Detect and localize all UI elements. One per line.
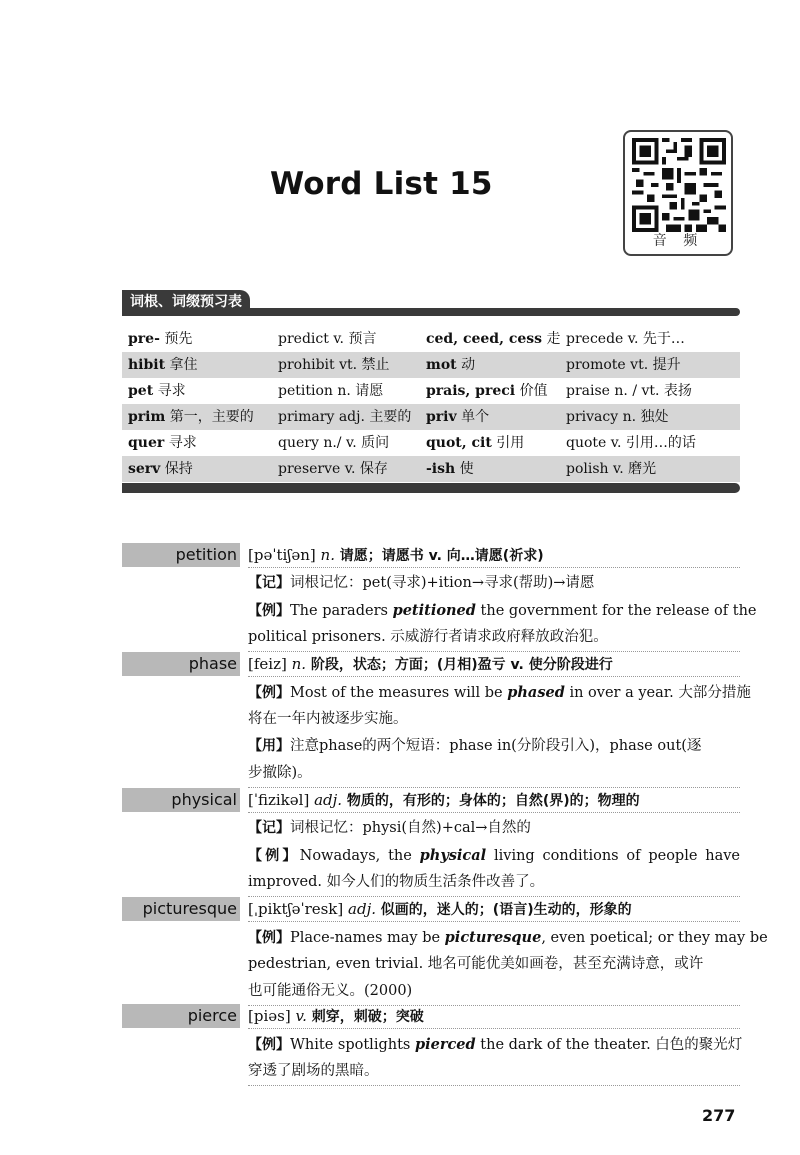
root-cell — [128, 456, 193, 482]
headword-band — [122, 788, 240, 812]
highlighted-word: pierced — [414, 1036, 476, 1053]
root: pre- — [128, 331, 160, 347]
part-of-speech: v. — [295, 1007, 307, 1025]
root-meaning: 拿住 — [169, 357, 198, 373]
example-text: in over a year. 大部分措施 — [564, 685, 751, 701]
example-word: precede — [566, 331, 624, 347]
phonetic: [pəˈtiʃən] — [248, 546, 316, 564]
root-cell — [426, 430, 524, 456]
root-meaning: 动 — [461, 357, 476, 373]
headword-band — [122, 897, 240, 921]
root: prim — [128, 409, 166, 425]
entry-line — [248, 706, 740, 733]
roots-row — [122, 378, 740, 404]
example-word: praise — [566, 383, 610, 399]
example-cell — [566, 456, 656, 482]
line-text: 将在一年内被逐步实施。 — [248, 711, 408, 727]
entry-line — [248, 570, 740, 597]
example-word: query — [278, 435, 319, 451]
headword-band — [122, 1004, 240, 1028]
root-meaning: 引用 — [496, 435, 525, 451]
root: pet — [128, 383, 154, 399]
headword: pierce — [187, 1006, 237, 1025]
line-text: 注意phase的两个短语：phase in(分阶段引入)，phase out(逐 — [290, 738, 702, 754]
definition: 似画的，迷人的；(语言)生动的，形象的 — [380, 902, 632, 918]
entry-line — [248, 978, 740, 1006]
entry-line — [248, 760, 740, 788]
example-cell — [566, 378, 692, 404]
example-meaning: v. 磨光 — [613, 461, 657, 477]
root-meaning: 走 — [546, 331, 561, 347]
root: hibit — [128, 357, 166, 373]
entry-headline — [248, 543, 740, 568]
root-meaning: 保持 — [164, 461, 193, 477]
part-of-speech: adj. — [348, 900, 377, 918]
example-meaning: n. 独处 — [622, 409, 669, 425]
root-cell — [128, 404, 254, 430]
line-text: improved. 如今人们的物质生活条件改善了。 — [248, 874, 545, 890]
root-meaning: 单个 — [461, 409, 490, 425]
entry-line — [248, 597, 757, 625]
entry-line — [248, 679, 751, 707]
roots-row — [122, 326, 740, 352]
root-meaning: 第一，主要的 — [169, 409, 254, 425]
example-meaning: n. 请愿 — [337, 383, 384, 399]
entry-headline — [248, 1004, 740, 1029]
roots-row — [122, 430, 740, 456]
root-cell — [426, 404, 489, 430]
example-meaning: vt. 提升 — [630, 357, 681, 373]
example-cell — [278, 430, 389, 456]
root-meaning: 使 — [459, 461, 474, 477]
line-tag: 【例】 — [248, 685, 290, 701]
headword: physical — [171, 790, 237, 809]
root-meaning: 寻求 — [157, 383, 186, 399]
example-word: privacy — [566, 409, 619, 425]
example-cell — [278, 352, 390, 378]
part-of-speech: adj. — [314, 791, 343, 809]
page-number: 277 — [702, 1106, 736, 1125]
line-text: 穿透了剧场的黑暗。 — [248, 1063, 379, 1079]
roots-row — [122, 456, 740, 482]
root-cell — [426, 378, 548, 404]
part-of-speech: n. — [320, 546, 335, 564]
root-cell — [426, 456, 474, 482]
example-cell — [566, 404, 669, 430]
headword: phase — [188, 654, 237, 673]
example-text: Place-names may be — [290, 930, 445, 946]
phonetic: [piəs] — [248, 1007, 291, 1025]
example-word: polish — [566, 461, 609, 477]
line-text: 词根记忆：physi(自然)+cal→自然的 — [290, 820, 531, 836]
example-cell — [278, 378, 383, 404]
root-cell — [128, 378, 186, 404]
entry-line — [248, 951, 740, 978]
line-tag: 【例】 — [248, 848, 300, 864]
example-text: Nowadays, the — [299, 848, 420, 864]
example-meaning: n. / vt. 表扬 — [614, 383, 692, 399]
root-cell — [426, 352, 475, 378]
headword-band — [122, 652, 240, 676]
example-text: , even poetical; or they may be — [541, 930, 768, 946]
example-meaning: v. 先于… — [627, 331, 685, 347]
root: quot, cit — [426, 435, 492, 451]
headword: picturesque — [142, 899, 237, 918]
headword-band — [122, 543, 240, 567]
roots-row — [122, 404, 740, 430]
entry-headline — [248, 788, 740, 813]
definition: 请愿；请愿书 v. 向…请愿(祈求) — [339, 548, 544, 564]
example-text: The paraders — [290, 603, 393, 619]
line-text: pedestrian, even trivial. 地名可能优美如画卷，甚至充满诗意，或许 — [248, 956, 704, 972]
example-meaning: v. 引用…的话 — [610, 435, 696, 451]
root-cell — [128, 430, 197, 456]
root-cell — [128, 326, 192, 352]
example-meaning: v. 保存 — [344, 461, 388, 477]
example-word: primary — [278, 409, 335, 425]
roots-footer-bar — [122, 483, 740, 493]
root: ced, ceed, cess — [426, 331, 543, 347]
example-word: promote — [566, 357, 626, 373]
example-cell — [566, 430, 696, 456]
example-cell — [566, 326, 685, 352]
entry-line — [248, 1058, 740, 1086]
audio-label: 音 频 — [652, 233, 704, 249]
entry-line — [248, 1031, 743, 1059]
example-meaning: v. 预言 — [333, 331, 377, 347]
roots-table — [122, 326, 740, 482]
root-meaning: 预先 — [164, 331, 193, 347]
example-word: prohibit — [278, 357, 335, 373]
definition: 物质的，有形的；身体的；自然(界)的；物理的 — [346, 793, 640, 809]
example-word: petition — [278, 383, 333, 399]
root-cell — [426, 326, 561, 352]
root: priv — [426, 409, 457, 425]
page-title: Word List 15 — [270, 166, 493, 202]
definition: 刺穿，刺破；突破 — [311, 1009, 424, 1025]
line-text: 步撤除)。 — [248, 765, 312, 781]
highlighted-word: petitioned — [392, 602, 476, 619]
line-text: 词根记忆：pet(寻求)+ition→寻求(帮助)→请愿 — [290, 575, 595, 591]
root-meaning: 寻求 — [168, 435, 197, 451]
example-meaning: adj. 主要的 — [338, 409, 412, 425]
entry-headline — [248, 652, 740, 677]
roots-row — [122, 352, 740, 378]
qr-code-icon — [632, 138, 726, 232]
phonetic: [ˌpiktʃəˈresk] — [248, 900, 344, 918]
line-tag: 【例】 — [248, 1037, 290, 1053]
root: serv — [128, 461, 161, 477]
audio-qr-code[interactable] — [623, 130, 733, 256]
roots-table-title: 词根、词缀预习表 — [122, 290, 250, 314]
highlighted-word: picturesque — [444, 929, 542, 946]
definition: 阶段，状态；方面；(月相)盈亏 v. 使分阶段进行 — [310, 657, 613, 673]
example-text: living conditions of people have — [486, 848, 741, 864]
line-tag: 【记】 — [248, 575, 290, 591]
example-cell — [278, 404, 411, 430]
highlighted-word: phased — [507, 684, 565, 701]
entry-line — [248, 733, 740, 760]
example-text: Most of the measures will be — [290, 685, 508, 701]
headword: petition — [175, 545, 237, 564]
root: quer — [128, 435, 165, 451]
root-meaning: 价值 — [519, 383, 548, 399]
example-cell — [278, 326, 376, 352]
example-word: predict — [278, 331, 329, 347]
entry-line — [248, 815, 740, 842]
example-text: the dark of the theater. 白色的聚光灯 — [475, 1037, 743, 1053]
example-word: preserve — [278, 461, 341, 477]
root: prais, preci — [426, 383, 516, 399]
highlighted-word: physical — [419, 847, 487, 864]
example-meaning: vt. 禁止 — [339, 357, 390, 373]
example-word: quote — [566, 435, 607, 451]
root: -ish — [426, 461, 456, 477]
root-cell — [128, 352, 198, 378]
entry-headline — [248, 897, 740, 922]
example-text: the government for the release of the — [475, 603, 757, 619]
example-meaning: n./ v. 质问 — [323, 435, 390, 451]
example-text: White spotlights — [290, 1037, 415, 1053]
entry-line — [248, 624, 740, 652]
line-text: political prisoners. 示威游行者请求政府释放政治犯。 — [248, 629, 608, 645]
line-text: 也可能通俗无义。(2000) — [248, 983, 413, 999]
line-tag: 【用】 — [248, 738, 290, 754]
part-of-speech: n. — [291, 655, 307, 673]
entry-line — [248, 869, 740, 897]
roots-table-header — [122, 290, 740, 320]
entry-line — [248, 924, 768, 952]
root: mot — [426, 357, 457, 373]
example-cell — [278, 456, 388, 482]
phonetic: [ˈfizikəl] — [248, 791, 310, 809]
line-tag: 【例】 — [248, 930, 290, 946]
example-cell — [566, 352, 681, 378]
entry-line — [248, 842, 740, 870]
line-tag: 【例】 — [248, 603, 290, 619]
phonetic: [feiz] — [248, 655, 287, 673]
line-tag: 【记】 — [248, 820, 290, 836]
